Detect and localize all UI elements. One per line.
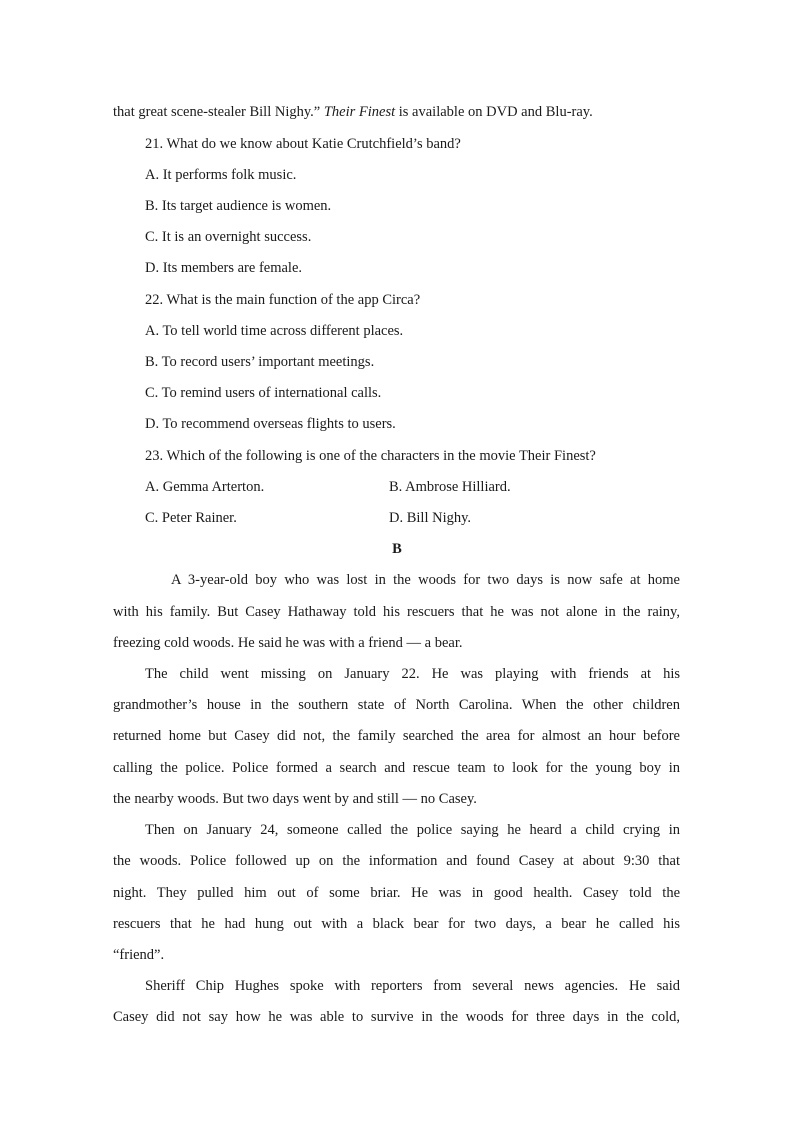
question-23-stem: 23. Which of the following is one of the characters in the movie Their Finest? xyxy=(145,448,596,464)
question-23-option-d: D. Bill Nighy. xyxy=(389,510,472,526)
passage-b-line-4: The child went missing on January 22. He was playing with friends at his xyxy=(145,666,680,682)
question-21-option-b: B. Its target audience is women. xyxy=(145,198,332,214)
question-23-options-row-2 xyxy=(145,508,680,528)
passage-b-line-11: night. They pulled him out of some briar. He was in good health. Casey told the xyxy=(113,885,680,901)
question-21-option-d: D. Its members are female. xyxy=(145,260,303,276)
passage-a-text-post: is available on DVD and Blu-ray. xyxy=(395,104,593,120)
passage-b-line-5: grandmother’s house in the southern state of North Carolina. When the other children xyxy=(113,697,680,713)
question-23-option-b: B. Ambrose Hilliard. xyxy=(389,479,511,495)
passage-a-last-line xyxy=(113,102,680,122)
question-23-options-row-1 xyxy=(145,477,680,497)
question-21-option-a: A. It performs folk music. xyxy=(145,167,297,183)
question-22-option-a: A. To tell world time across different places. xyxy=(145,323,404,339)
question-21-option-c: C. It is an overnight success. xyxy=(145,229,312,245)
passage-a-text-pre: that great scene-stealer Bill Nighy.” xyxy=(113,104,324,120)
passage-b-line-8: the nearby woods. But two days went by and still — no Casey. xyxy=(113,791,477,807)
question-22-option-c: C. To remind users of international calls. xyxy=(145,385,382,401)
passage-b-line-6: returned home but Casey did not, the family searched the area for almost an hour before xyxy=(113,728,680,744)
passage-b-line-9: Then on January 24, someone called the police saying he heard a child crying in xyxy=(145,822,680,838)
question-22-option-d: D. To recommend overseas flights to users. xyxy=(145,416,396,432)
question-22-stem: 22. What is the main function of the app Circa? xyxy=(145,292,421,308)
passage-b-line-13: “friend”. xyxy=(113,947,165,963)
question-22-option-b: B. To record users’ important meetings. xyxy=(145,354,375,370)
section-b-heading: B xyxy=(392,541,402,557)
question-23-option-a: A. Gemma Arterton. xyxy=(145,479,265,495)
passage-b-line-7: calling the police. Police formed a search and rescue team to look for the young boy in xyxy=(113,760,680,776)
passage-b-line-2: with his family. But Casey Hathaway told his rescuers that he was not alone in the rainy, xyxy=(113,604,680,620)
passage-b-line-14: Sheriff Chip Hughes spoke with reporters from several news agencies. He said xyxy=(145,978,680,994)
passage-b-line-12: rescuers that he had hung out with a black bear for two days, a bear he called his xyxy=(113,916,680,932)
passage-b-line-3: freezing cold woods. He said he was with a friend — a bear. xyxy=(113,635,463,651)
question-21-stem: 21. What do we know about Katie Crutchfield’s band? xyxy=(145,136,461,152)
passage-b-line-1: A 3-year-old boy who was lost in the woods for two days is now safe at home xyxy=(171,572,680,588)
passage-b-line-15: Casey did not say how he was able to survive in the woods for three days in the cold, xyxy=(113,1009,680,1025)
question-23-option-c: C. Peter Rainer. xyxy=(145,510,237,526)
passage-b-line-10: the woods. Police followed up on the information and found Casey at about 9:30 that xyxy=(113,853,680,869)
movie-title: Their Finest xyxy=(323,104,396,120)
